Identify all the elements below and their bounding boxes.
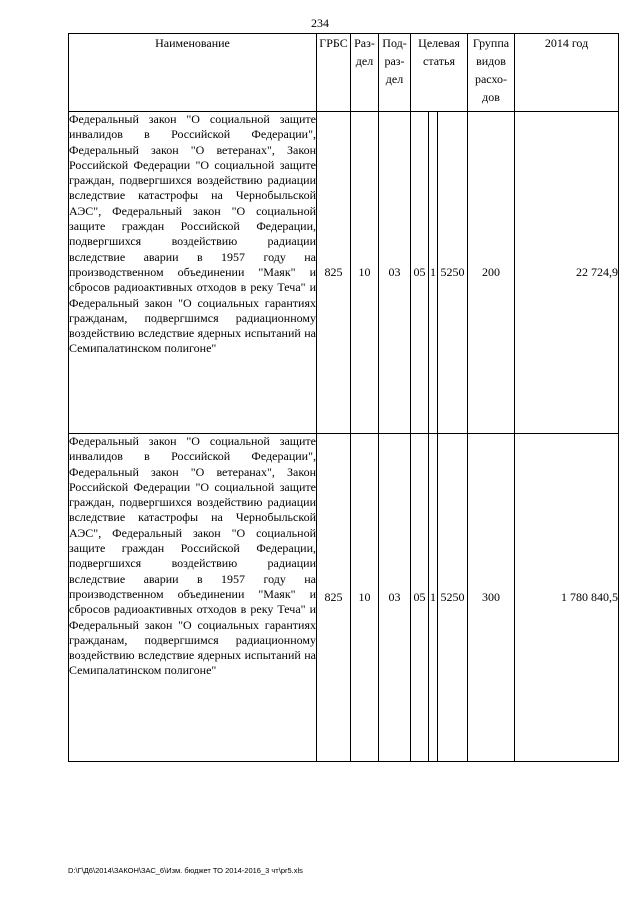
header-name: Наименование: [69, 34, 317, 112]
row-razdel: 10: [351, 112, 379, 434]
page-number: 234: [311, 16, 329, 30]
row-target-part3: 5250: [438, 434, 468, 762]
row-name: Федеральный закон "О социальной защите инвалидов в Российской Федерации", Федеральный закон "О ветеранах", Закон Российской Федерации "О социальной защите граждан, подвергшихся воздействию радиации вследствие катастрофы на Чернобыльской АЭС", Федеральный закон "О социальной защите граждан Российской Федерации, подвергшихся воздействию радиации вследствие аварии в 1957 году на производственном объединении "Маяк" и сбросов радиоактивных отходов в реку Теча" и Федеральный закон "О социальных гарантиях гражданам, подвергшимся радиационному воздействию вследствие ядерных испытаний на Семипалатинском полигоне": [69, 434, 317, 762]
table-row: [69, 112, 619, 434]
row-expense-group: 200: [468, 112, 515, 434]
budget-table: [68, 33, 619, 762]
row-target-part2: 1: [429, 112, 438, 434]
row-target-part1: 05: [411, 112, 429, 434]
row-target-part3: 5250: [438, 112, 468, 434]
header-target-article: Целевая статья: [411, 34, 468, 112]
footer-file-path: D:\Г\Д6\2014\ЗАКОН\ЗАС_6\Изм. бюджет ТО 2014-2016_3 чт\pr5.xls: [68, 866, 303, 875]
row-grbs: 825: [317, 434, 351, 762]
row-amount: 1 780 840,5: [515, 434, 619, 762]
row-razdel: 10: [351, 434, 379, 762]
row-name: Федеральный закон "О социальной защите инвалидов в Российской Федерации", Федеральный закон "О ветеранах", Закон Российской Федерации "О социальной защите граждан, подвергшихся воздействию радиации вследствие катастрофы на Чернобыльской АЭС", Федеральный закон "О социальной защите граждан Российской Федерации, подвергшихся воздействию радиации вследствие аварии в 1957 году на производственном объединении "Маяк" и сбросов радиоактивных отходов в реку Теча" и Федеральный закон "О социальных гарантиях гражданам, подвергшимся радиационному воздействию вследствие ядерных испытаний на Семипалатинском полигоне": [69, 112, 317, 434]
row-target-part2: 1: [429, 434, 438, 762]
header-expense-group: Группа видов расхо- дов: [468, 34, 515, 112]
header-razdel: Раз- дел: [351, 34, 379, 112]
row-target-part1: 05: [411, 434, 429, 762]
header-year-2014: 2014 год: [515, 34, 619, 112]
row-amount: 22 724,9: [515, 112, 619, 434]
header-grbs: ГРБС: [317, 34, 351, 112]
row-podrazdel: 03: [379, 434, 411, 762]
row-expense-group: 300: [468, 434, 515, 762]
table-header-row: [69, 34, 619, 112]
header-podrazdel: Под- раз- дел: [379, 34, 411, 112]
row-podrazdel: 03: [379, 112, 411, 434]
table-row: [69, 434, 619, 762]
row-grbs: 825: [317, 112, 351, 434]
